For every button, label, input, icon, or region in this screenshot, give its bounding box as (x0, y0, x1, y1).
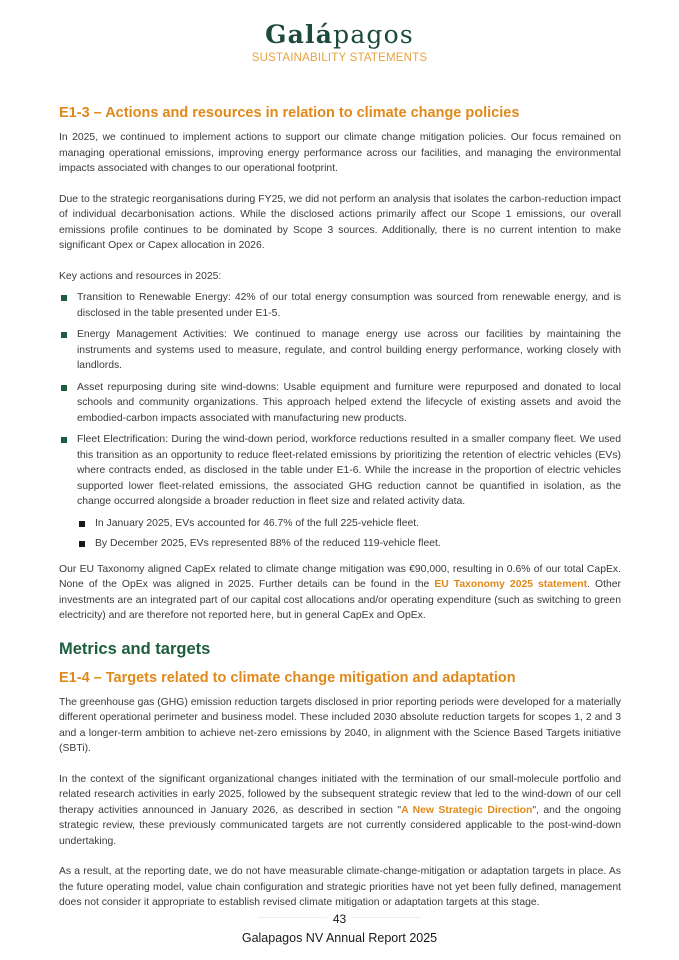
list-item-text: Asset repurposing during site wind‑downs: Usable equipment and furniture were repurposed and donated to local schools and community organizations. This approach helped extend the lifecycle of existing assets and avoid the embodied‑carbon impacts associated with manufacturing new products. (77, 381, 621, 424)
taxonomy-text-after: . Other investments are an integrated part of our capital cost allocations and/or operating expenditure (such as switching to green electricity) and are therefore not reported here, but in general CapEx and OpEx. (59, 579, 621, 621)
fleet-sub-list (77, 516, 621, 552)
sub-bullet-square-icon (79, 541, 85, 547)
metrics-targets-heading: Metrics and targets (59, 639, 211, 658)
e13-heading: E1-3 – Actions and resources in relation to climate change policies (59, 105, 520, 121)
taxonomy-text-before: Our EU Taxonomy aligned CapEx related to climate change mitigation was €90,000, resulting in 0.6% of our total CapEx. None of the OpEx was aligned in 2025. Further details can be found in the (59, 563, 621, 590)
e14-heading: E1-4 – Targets related to climate change mitigation and adaptation (59, 669, 516, 686)
e14-paragraph-2 (59, 772, 621, 850)
list-item (59, 327, 621, 374)
e14-paragraph-1: The greenhouse gas (GHG) emission reduction targets disclosed in prior reporting periods were developed for a materially different operational perimeter and business model. These included 2030 absolute reduction targets for scopes 1, 2 and 3 and a longer‑term ambition to achieve net‑zero emissions by 2040, in alignment with the Science Based Targets initiative (SBTi). (59, 696, 621, 754)
section-subtitle: SUSTAINABILITY STATEMENTS (251, 52, 428, 64)
galapagos-logo (0, 20, 679, 50)
sub-list-item-text: By December 2025, EVs represented 88% of the reduced 119‑vehicle fleet. (95, 538, 441, 549)
strategy-text-after: ", and the ongoing strategic review, these previously communicated targets are not currently considered applicable to the post‑wind‑down undertaking. (59, 804, 622, 847)
key-actions-list (59, 290, 621, 552)
report-name: Galapagos NV Annual Report 2025 (241, 931, 438, 945)
strategy-text-before: In the context of the significant organizational changes initiated with the termination of our small‑molecule portfolio and related research activities in early 2025, followed by the subsequent strategic review that led to the wind‑down of our cell therapy activities announced in January 2026, as described in section " (59, 773, 621, 816)
list-item-text: Fleet Electrification: During the wind‑down period, workforce reductions resulted in a smaller company fleet. We used this transition as an opportunity to reduce fleet‑related emissions by prioritizing the retention of electric vehicles (EVs) where contracts ended, as disclosed in the table under E1‑6. While the increase in the proportion of electric vehicles supported lower fleet‑related emissions, the associated GHG reduction cannot be quantified in isolation, as the change occurred alongside a broader reduction in fleet size and related activity data. (77, 434, 621, 507)
logo-rest-part: pagos (333, 20, 414, 49)
logo-bold-part: Galá (265, 20, 334, 49)
page-number: 43 (327, 912, 352, 926)
list-item (59, 290, 621, 321)
bullet-square-icon (61, 332, 67, 338)
list-item (59, 432, 621, 552)
sub-list-item-text: In January 2025, EVs accounted for 46.7% of the full 225‑vehicle fleet. (95, 517, 420, 529)
page-footer (0, 910, 679, 945)
list-item (59, 380, 621, 427)
taxonomy-paragraph (59, 562, 621, 624)
list-item-text: Energy Management Activities: We continued to manage energy use across our facilities by maintaining the instruments and systems used to measure, regulate, and control building energy performance, working closely with landlords. (77, 329, 621, 371)
bullet-square-icon (61, 437, 67, 443)
bullet-square-icon (61, 295, 67, 301)
page-header (0, 20, 679, 64)
eu-taxonomy-link[interactable]: EU Taxonomy 2025 statement (434, 579, 588, 590)
sub-list-item (77, 536, 621, 552)
main-content (59, 104, 621, 926)
strategic-direction-link[interactable]: A New Strategic Direction (401, 804, 533, 816)
bullet-square-icon (61, 385, 67, 391)
e14-paragraph-3: As a result, at the reporting date, we do not have measurable climate‑change‑mitigation or adaptation targets in place. As the future operating model, value chain configuration and strategic priorities have not yet been fully defined, management does not consider it appropriate to establish revised climate mitigation or adaptation targets at this stage. (59, 866, 621, 908)
e13-paragraph-1: In 2025, we continued to implement actions to support our climate change mitigation policies. Our focus remained on managing operational emissions, improving energy performance across our facilities, and managing the environmental impacts associated with changes to our operational footprint. (59, 132, 621, 174)
list-item-text: Transition to Renewable Energy: 42% of our total energy consumption was sourced from renewable energy, and is disclosed in the table presented under E1-5. (77, 292, 621, 319)
sub-bullet-square-icon (79, 521, 85, 527)
key-actions-intro: Key actions and resources in 2025: (59, 270, 222, 282)
e13-paragraph-2: Due to the strategic reorganisations during FY25, we did not perform an analysis that isolates the carbon‑reduction impact of individual decarbonisation actions. While the disclosed actions primarily affect our Scope 1 emissions, our overall emissions profile continues to be dominated by Scope 3 sources. Additionally, there is no current intention to make significant Opex or Capex allocation in 2026. (59, 193, 621, 251)
sub-list-item (77, 516, 621, 532)
